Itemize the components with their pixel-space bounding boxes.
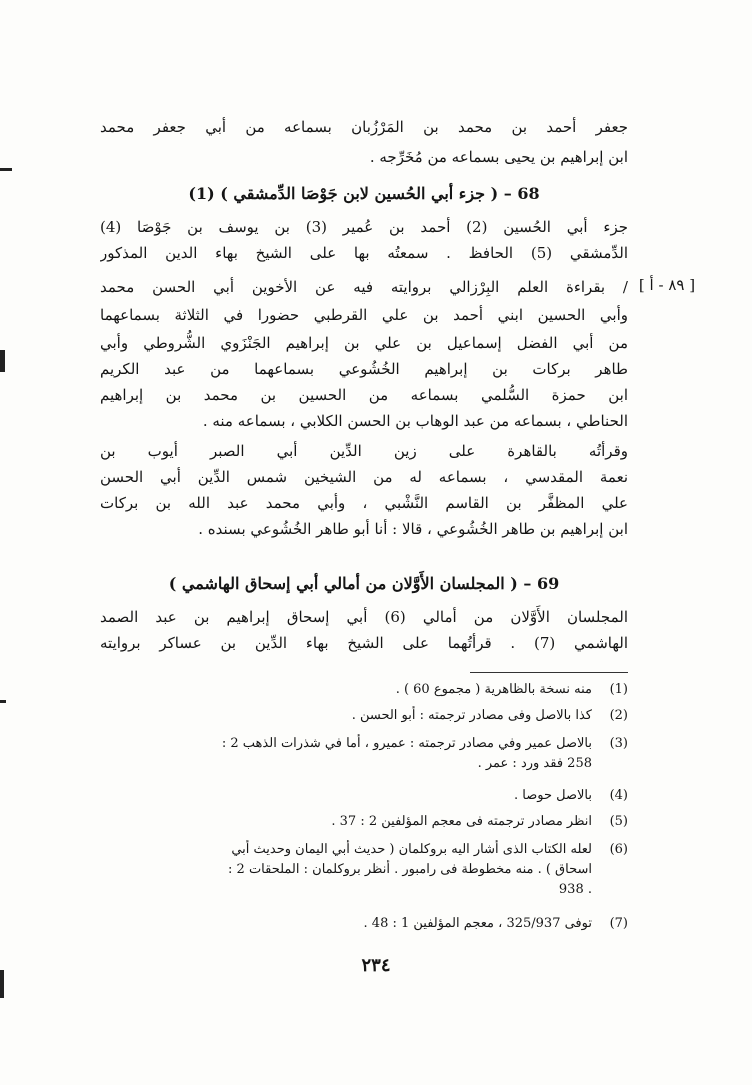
footnote-number: (7) — [609, 916, 628, 931]
footnote-number: (4) — [609, 788, 628, 803]
footnote-number: (5) — [609, 814, 628, 829]
footnote-text: منه نسخة بالظاهرية ( مجموع 60 ) . — [395, 682, 592, 697]
footnote-7 — [100, 914, 628, 934]
footnote-6 — [100, 840, 628, 900]
text-line: وقرأتُه بالقاهرة على زين الدِّين أبي الصبر أيوب بن — [100, 442, 628, 460]
text-line: الدِّمشقي (5) الحافظ . سمعتُه بها على الشيخ بهاء الدين المذكور — [100, 244, 628, 262]
footnote-2 — [100, 706, 628, 726]
text-line: الهاشمي (7) . قرأتُهما على الشيخ بهاء الدِّين بن عساكر بروايته — [100, 634, 628, 652]
text-line: ابن حمزة السُّلمي بسماعه من الحسين بن محمد بن إبراهيم — [100, 386, 628, 404]
footnote-1 — [100, 680, 628, 700]
scan-edge-mark — [0, 970, 4, 998]
text-line: طاهر بركات بن إبراهيم الخُشُوعي بسماعهما من عبد الكريم — [100, 360, 628, 378]
footnote-text: انظر مصادر ترجمته فى معجم المؤلفين 2 : 37 . — [331, 814, 592, 829]
footnote-text: . 938 — [558, 882, 592, 897]
footnote-3 — [100, 734, 628, 774]
footnote-number: (6) — [609, 842, 628, 857]
footnote-number: (3) — [609, 736, 628, 751]
folio-margin-note: [ ٨٩ - أ ] — [638, 276, 696, 294]
text-line: جزء أبي الحُسين (2) أحمد بن عُمير (3) بن يوسف بن جَوْصَا (4) — [100, 218, 628, 236]
footnote-text: كذا بالاصل وفى مصادر ترجمته : أبو الحسن . — [351, 708, 592, 723]
text-line: وأبي الحسين ابني أحمد بن علي القرطبي حضورا في الثلاثة بسماعهما — [100, 306, 628, 324]
page-number: ٢٣٤ — [361, 955, 391, 976]
text-line: جعفر أحمد بن محمد بن المَرْزُبان بسماعه من أبي جعفر محمد — [100, 118, 628, 136]
scan-edge-mark — [0, 168, 12, 171]
footnote-divider — [470, 672, 628, 673]
text-line: الحناطي ، بسماعه من عبد الوهاب بن الحسن الكلابي ، بسماعه منه . — [202, 412, 628, 430]
text-line: المجلسان الأَوَّلان من أمالي (6) أبي إسحاق إبراهيم بن عبد الصمد — [100, 608, 628, 626]
footnote-text: بالاصل عمير وفي مصادر ترجمته : عميرو ، أما في شذرات الذهب 2 : — [221, 736, 592, 751]
text-line: من أبي الفضل إسماعيل بن علي بن إبراهيم الجَنْزَوي الشُّروطي وأبي — [100, 334, 628, 352]
footnote-text: توفى 325/937 ، معجم المؤلفين 1 : 48 . — [363, 916, 592, 931]
text-line: علي المظفَّر بن القاسم النَّشْبي ، وأبي محمد عبد الله بن بركات — [100, 494, 628, 512]
footnote-5 — [100, 812, 628, 832]
footnote-text: 258 فقد ورد : عمر . — [477, 756, 592, 771]
entry-heading: 68 – ( جزء أبي الحُسين لابن جَوْصَا الدِّمشقي ) (1) — [188, 184, 540, 203]
text-line: نعمة المقدسي ، بسماعه له من الشيخين شمس الدِّين أبي الحسن — [100, 468, 628, 486]
text-line: ابن إبراهيم بن طاهر الخُشُوعي ، قالا : أنا أبو طاهر الخُشُوعي بسنده . — [198, 520, 628, 538]
footnote-number: (2) — [609, 708, 628, 723]
scan-edge-mark — [0, 700, 6, 703]
text-line: / بقراءة العلم البِرْزالي بروايته فيه عن الأخوين أبي الحسن محمد — [100, 278, 628, 296]
footnote-number: (1) — [609, 682, 628, 697]
entry-heading: 69 – ( المجلسان الأَوَّلان من أمالي أبي إسحاق الهاشمي ) — [168, 574, 560, 593]
footnote-4 — [100, 786, 628, 806]
footnote-text: بالاصل حوصا . — [513, 788, 592, 803]
text-line: ابن إبراهيم بن يحيى بسماعه من مُخَرِّجه . — [369, 148, 628, 166]
scan-edge-mark — [0, 350, 5, 372]
footnote-text: لعله الكتاب الذى أشار اليه بروكلمان ( حديث أبي اليمان وحديث أبي — [231, 842, 592, 857]
footnote-text: اسحاق ) . منه مخطوطة فى رامبور . أنظر بروكلمان : الملحقات 2 : — [228, 862, 592, 877]
